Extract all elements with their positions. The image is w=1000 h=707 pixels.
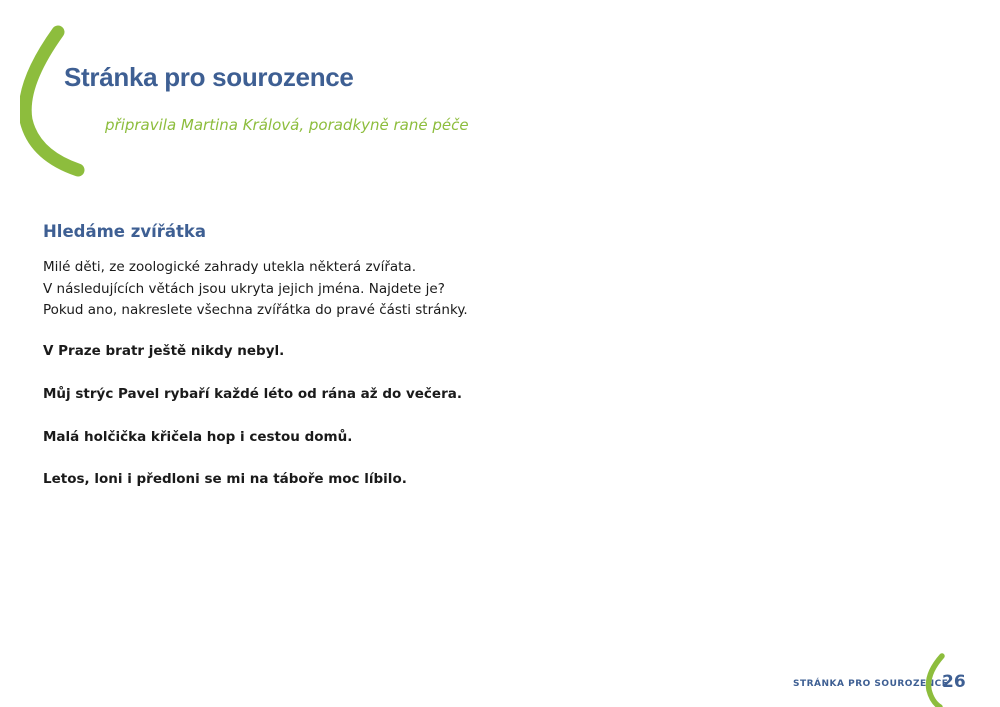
green-bracket-icon bbox=[20, 20, 90, 180]
section-heading: Hledáme zvířátka bbox=[43, 222, 207, 241]
footer-label: STRÁNKA PRO SOUROZENCE bbox=[793, 679, 949, 689]
page-title: Stránka pro sourozence bbox=[64, 62, 354, 92]
page-subtitle: připravila Martina Králová, poradkyně rané péče bbox=[105, 116, 469, 134]
intro-line: Pokud ano, nakreslete všechna zvířátka do pravé části stránky. bbox=[43, 302, 468, 318]
puzzle-sentence: Malá holčička křičela hop i cestou domů. bbox=[43, 429, 353, 445]
intro-paragraph bbox=[43, 257, 468, 322]
page-number: 26 bbox=[942, 672, 966, 692]
puzzle-sentence: Můj strýc Pavel rybaří každé léto od rána až do večera. bbox=[43, 386, 462, 402]
puzzle-sentence: V Praze bratr ještě nikdy nebyl. bbox=[43, 343, 285, 359]
intro-line: Milé děti, ze zoologické zahrady utekla některá zvířata. bbox=[43, 259, 416, 275]
intro-line: V následujících větách jsou ukryta jejich jména. Najdete je? bbox=[43, 280, 445, 297]
puzzle-sentence: Letos, loni i předloni se mi na táboře moc líbilo. bbox=[43, 471, 407, 487]
